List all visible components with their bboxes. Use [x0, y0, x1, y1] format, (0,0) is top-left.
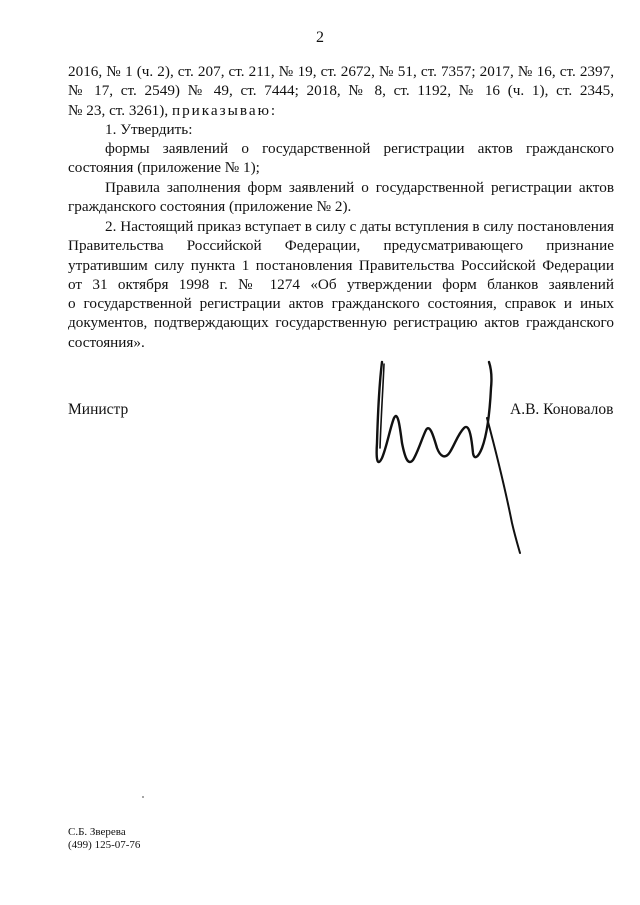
item-2-line-7: состояния».	[68, 333, 145, 351]
signatory-name: А.В. Коновалов	[510, 401, 614, 418]
item-2-line-6: документов, подтверждающих государственную регистрацию актов гражданского	[68, 314, 614, 332]
item-2-paragraph	[68, 217, 614, 352]
rules-line-1: Правила заполнения форм заявлений о государственной регистрации актов	[105, 179, 614, 196]
item-2-line-2: Правительства Российской Федерации, предусматривающего признание	[68, 237, 614, 255]
citation-line-3	[68, 101, 614, 120]
rules-paragraph	[68, 178, 614, 217]
executor-contact	[68, 826, 140, 852]
order-word: приказываю:	[171, 101, 278, 119]
item-2-line-3: утратившим силу пункта 1 постановления Правительства Российской Федерации	[68, 256, 614, 274]
signatory-role: Министр	[68, 401, 129, 418]
executor-name: С.Б. Зверева	[68, 826, 126, 838]
scan-speck	[142, 796, 144, 798]
forms-line-2: состояния (приложение № 1);	[68, 159, 260, 177]
rules-line-2: гражданского состояния (приложение № 2).	[68, 198, 352, 216]
forms-paragraph	[68, 139, 614, 178]
page-number: 2	[316, 29, 324, 46]
citation-line-1: 2016, № 1 (ч. 2), ст. 207, ст. 211, № 19, ст. 2672, № 51, ст. 7357; 2017, № 16, ст. 2397,	[68, 63, 614, 80]
forms-line-1: формы заявлений о государственной регистрации актов гражданского	[105, 140, 614, 157]
item-1-heading: 1. Утвердить:	[105, 120, 193, 138]
item-2-line-1: 2. Настоящий приказ вступает в силу с даты вступления в силу постановления	[105, 218, 614, 235]
item-2-line-5: о государственной регистрации актов гражданского состояния, справок и иных	[68, 295, 614, 313]
citation-paragraph	[68, 62, 614, 139]
citation-last-prefix: № 23, ст. 3261),	[68, 101, 172, 119]
citation-line-2: № 17, ст. 2549) № 49, ст. 7444; 2018, № 8, ст. 1192, № 16 (ч. 1), ст. 2345,	[68, 82, 614, 100]
executor-phone: (499) 125-07-76	[68, 839, 141, 851]
item-2-line-4: от 31 октября 1998 г. № 1274 «Об утверждении форм бланков заявлений	[68, 275, 614, 293]
handwritten-signature	[360, 348, 540, 563]
